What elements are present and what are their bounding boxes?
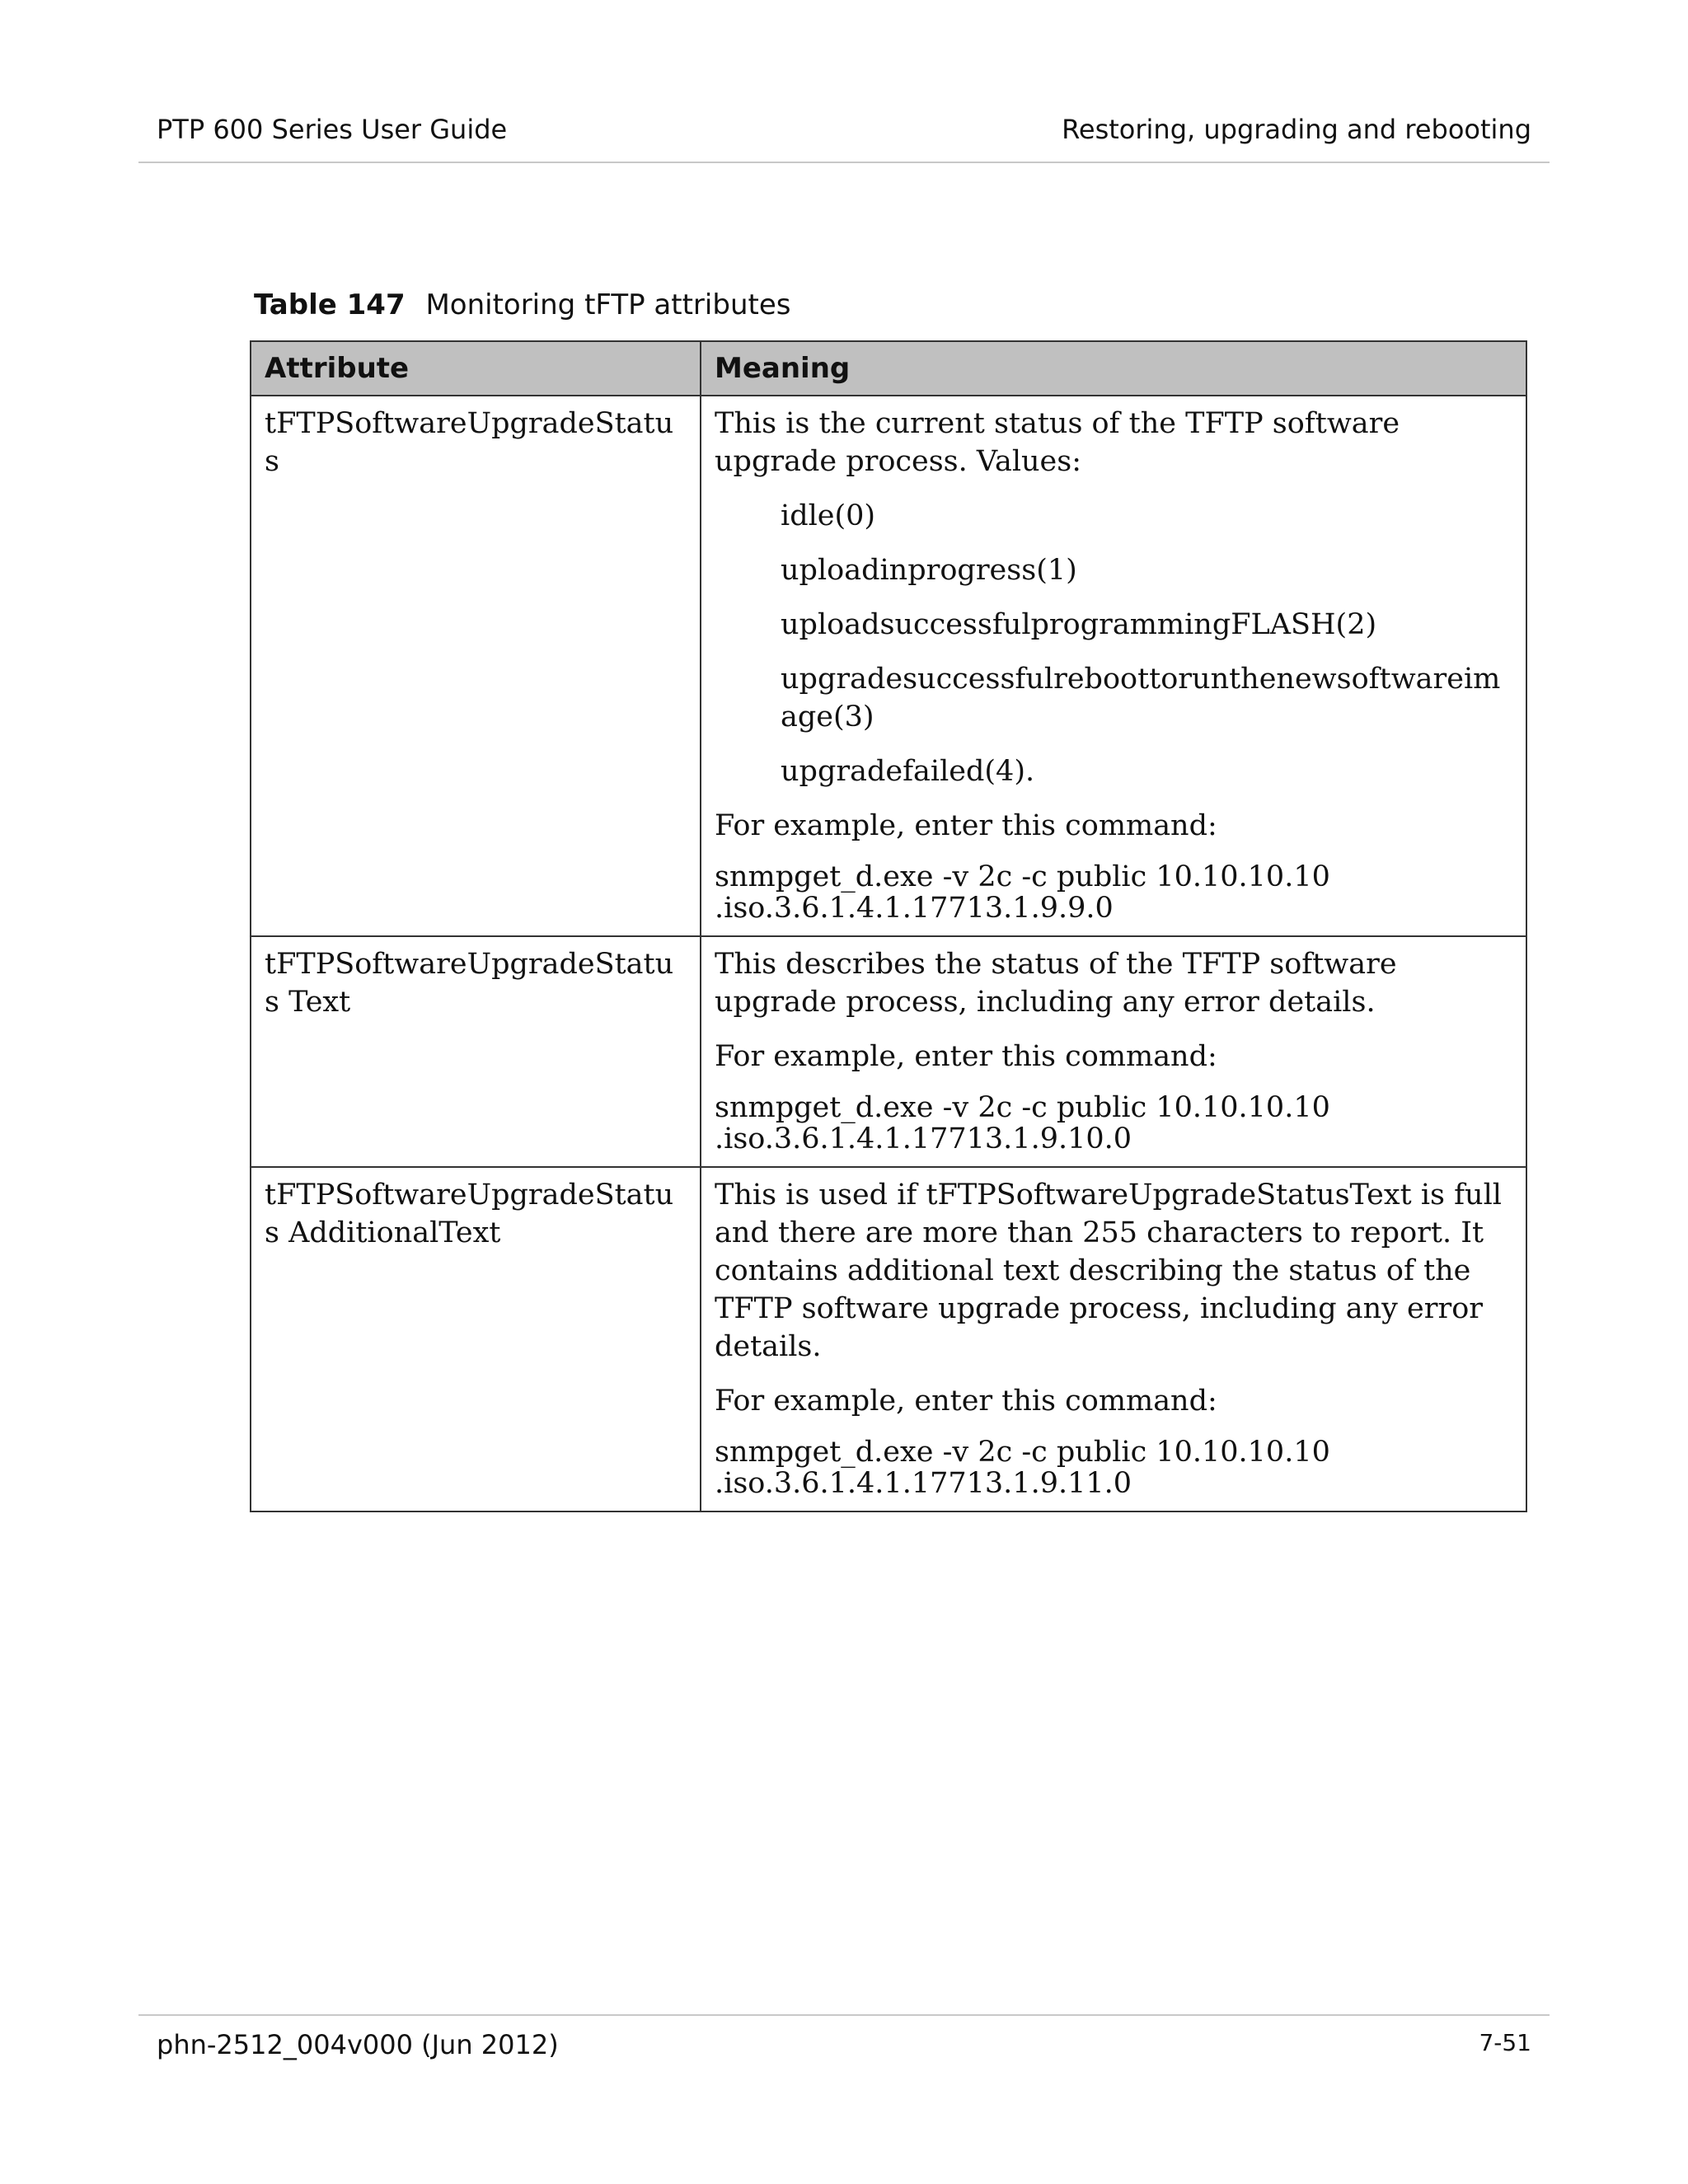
column-header-attribute: Attribute — [251, 341, 701, 396]
table-number: Table 147 — [254, 288, 406, 321]
example-command — [715, 1092, 1512, 1155]
attribute-cell: tFTPSoftwareUpgradeStatus AdditionalText — [251, 1167, 701, 1511]
example-command — [715, 861, 1512, 924]
command-line-1: snmpget_d.exe -v 2c -c public 10.10.10.10 — [715, 1091, 1330, 1124]
meaning-cell — [701, 936, 1526, 1167]
column-header-meaning: Meaning — [701, 341, 1526, 396]
table-header-row — [251, 341, 1526, 396]
example-command — [715, 1436, 1512, 1499]
meaning-description: This describes the status of the TFTP software upgrade process, including any error details. — [715, 948, 1397, 1019]
table-row — [251, 936, 1526, 1167]
status-value: uploadinprogress(1) — [781, 554, 1077, 587]
attribute-cell: tFTPSoftwareUpgradeStatus — [251, 396, 701, 936]
page-header — [138, 112, 1550, 163]
meaning-cell — [701, 1167, 1526, 1511]
table-row — [251, 396, 1526, 936]
example-label: For example, enter this command: — [715, 809, 1217, 842]
header-document-title: PTP 600 Series User Guide — [157, 114, 508, 145]
meaning-description: This is used if tFTPSoftwareUpgradeStatusText is full and there are more than 255 characters to report. It contains additional text describing the status of the TFTP software upgrade process, including any error details. — [715, 1179, 1502, 1363]
command-line-2: .iso.3.6.1.4.1.17713.1.9.9.0 — [715, 892, 1114, 925]
table-title: Monitoring tFTP attributes — [425, 288, 791, 321]
status-value: upgradefailed(4). — [781, 755, 1035, 788]
status-value: upgradesuccessfulreboottorunthenewsoftwareimage(3) — [781, 663, 1501, 733]
example-label: For example, enter this command: — [715, 1040, 1217, 1073]
command-line-1: snmpget_d.exe -v 2c -c public 10.10.10.10 — [715, 860, 1330, 893]
command-line-2: .iso.3.6.1.4.1.17713.1.9.10.0 — [715, 1122, 1132, 1155]
table-row — [251, 1167, 1526, 1511]
attributes-table — [250, 340, 1527, 1512]
footer-document-id: phn-2512_004v000 (Jun 2012) — [157, 2029, 559, 2060]
header-section-title: Restoring, upgrading and rebooting — [1062, 114, 1531, 145]
command-line-2: .iso.3.6.1.4.1.17713.1.9.11.0 — [715, 1467, 1132, 1500]
status-value: idle(0) — [781, 499, 876, 532]
meaning-description: This is the current status of the TFTP software upgrade process. Values: — [715, 407, 1400, 478]
example-label: For example, enter this command: — [715, 1385, 1217, 1418]
page-footer — [138, 2014, 1550, 2082]
command-line-1: snmpget_d.exe -v 2c -c public 10.10.10.10 — [715, 1436, 1330, 1469]
attribute-cell: tFTPSoftwareUpgradeStatus Text — [251, 936, 701, 1167]
meaning-cell — [701, 396, 1526, 936]
page-number: 7-51 — [1479, 2029, 1531, 2056]
status-value: uploadsuccessfulprogrammingFLASH(2) — [781, 608, 1377, 641]
table-caption — [254, 288, 790, 321]
